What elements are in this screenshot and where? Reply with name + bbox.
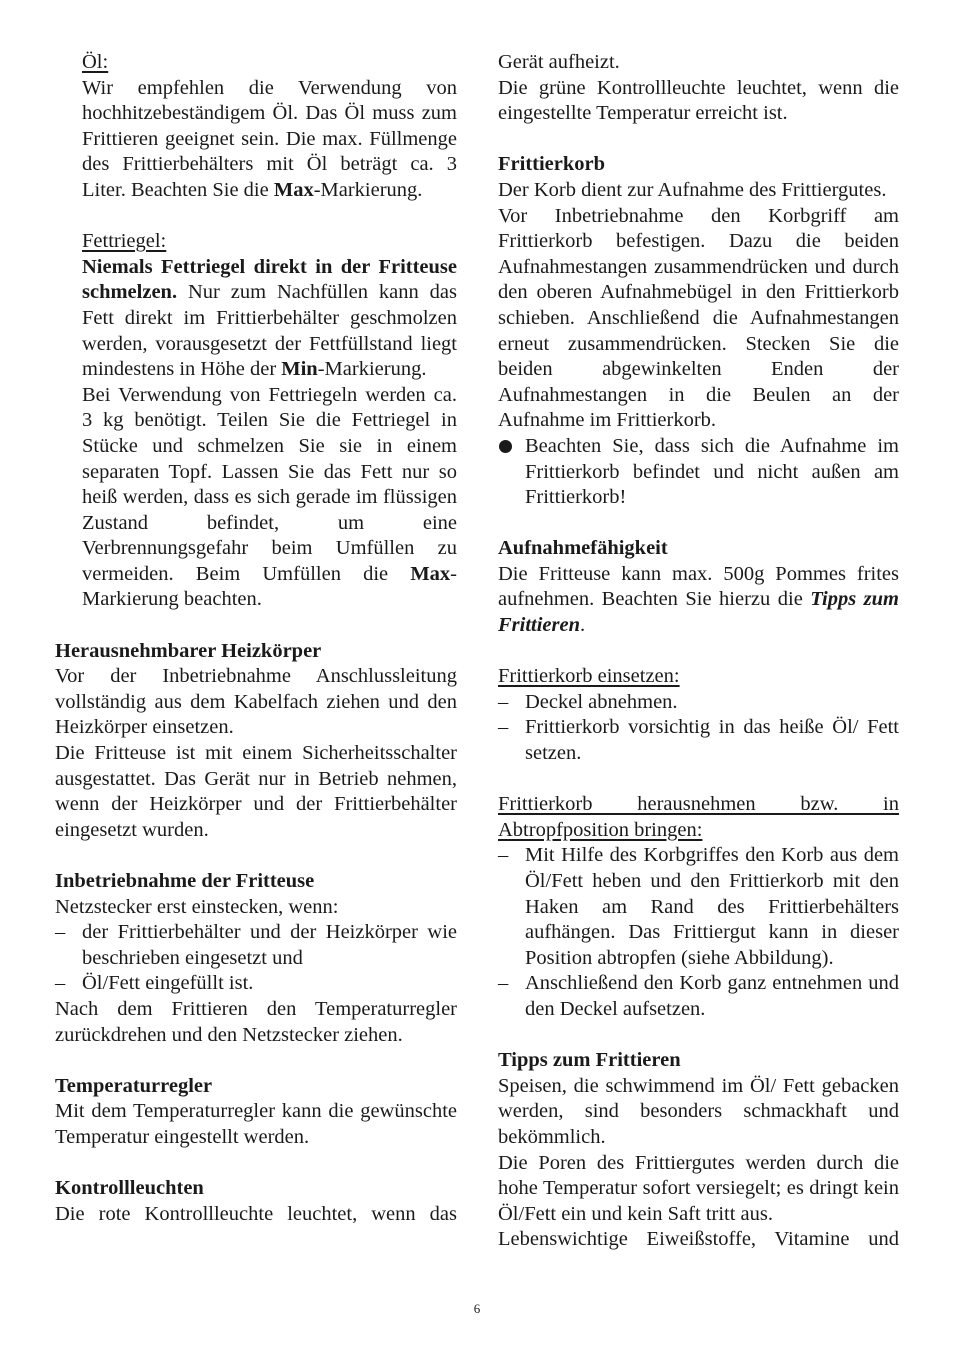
inbetriebnahme-outro: Nach dem Frittieren den Temperaturregler zurückdrehen und den Netzstecker ziehen. [55,997,457,1046]
left-column [55,50,457,1227]
oel-text: Wir empfehlen die Verwendung von hochhitzebeständigem Öl. Das Öl muss zum Frittieren geeignet sein. Die max. Füllmenge des Frittierbehälters mit Öl beträgt ca. 3 Liter. Beachten Sie die Max-Markierung. [82,76,457,201]
aufnahme-heading: Aufnahmefähigkeit [498,537,668,560]
herausnehmen-heading: Frittierkorb herausnehmen bzw. in Abtropfposition bringen: [498,793,899,841]
temperaturregler-text: Mit dem Temperaturregler kann die gewünschte Temperatur eingestellt werden. [55,1100,457,1148]
list-item: – Deckel abnehmen. [498,690,678,713]
temperaturregler-heading: Temperaturregler [55,1074,213,1097]
frittierkorb-heading: Frittierkorb [498,153,606,176]
fettriegel-text-2: Bei Verwendung von Fettriegeln werden ca. 3 kg benötigt. Teilen Sie die Fettriegel in Stücke und schmelzen Sie sie in einem separaten Topf. Lassen Sie das Fett nur so heiß werden, dass es sich gerade im flüssigen Zustand befindet, um eine Verbrennungsgefahr beim Umfüllen zu vermeiden. Beim Umfüllen die Max-Markierung beachten. [82,383,457,611]
oel-heading: Öl: [82,51,109,73]
list-item: – Mit Hilfe des Korbgriffes den Korb aus dem Öl/Fett heben und den Frittierkorb mit den Haken am Rand des Frittierbehälters aufhängen. Das Frittiergut kann in dieser Position abtropfen (siehe Abbildung). [498,844,899,969]
heizkoerper-heading: Herausnehmbarer Heizkörper [55,639,322,662]
heizkoerper-text-2: Die Fritteuse ist mit einem Sicherheitsschalter ausgestattet. Das Gerät nur in Betrieb nehmen, wenn der Heizkörper und der Frittierbehälter eingesetzt wurden. [55,742,457,841]
page-number: 6 [473,1301,481,1316]
list-item: – Frittierkorb vorsichtig in das heiße Öl/ Fett setzen. [498,716,899,765]
kontrollleuchten-text: Die rote Kontrollleuchte leuchtet, wenn das [55,1202,457,1225]
tipps-text-1: Speisen, die schwimmend im Öl/ Fett gebacken werden, sind besonders schmackhaft und bekömmlich. [498,1074,899,1148]
inbetriebnahme-intro: Netzstecker erst einstecken, wenn: [55,895,339,918]
kontrollleuchten-heading: Kontrollleuchten [55,1177,204,1200]
fettriegel-text-1: Niemals Fettriegel direkt in der Fritteuse schmelzen. Nur zum Nachfüllen kann das Fett direkt im Frittierbehälter geschmolzen werden, vorausgesetzt der Fettfüllstand liegt mindestens in Höhe der Min-Markierung. [82,255,457,381]
inbetriebnahme-heading: Inbetriebnahme der Fritteuse [55,870,315,892]
kontroll-cont-1: Gerät aufheizt. [498,51,620,73]
tipps-text-3: Lebenswichtige Eiweißstoffe, Vitamine und [498,1228,899,1251]
oel-section [55,50,457,613]
frittierkorb-text-2: Vor Inbetriebnahme den Korbgriff am Frittierkorb befestigen. Dazu die beiden Aufnahmestangen zusammendrücken und durch den oberen Aufnahmebügel in den Frittierkorb schieben. Anschließend die Aufnahmestangen erneut zusammendrücken. Stecken Sie die beiden abgewinkelten Enden der Aufnahmestangen in die Beulen an der Aufnahme im Frittierkorb. [498,204,899,432]
list-item: – der Frittierbehälter und der Heizkörper wie beschrieben eingesetzt und [55,921,457,969]
einsetzen-heading: Frittierkorb einsetzen: [498,665,680,688]
bullet-item: Beachten Sie, dass sich die Aufnahme im Frittierkorb befindet und nicht außen am Frittierkorb! [498,434,899,511]
kontroll-cont-2: Die grüne Kontrollleuchte leuchtet, wenn die eingestellte Temperatur erreicht ist. [498,76,899,125]
aufnahme-text: Die Fritteuse kann max. 500g Pommes frites aufnehmen. Beachten Sie hierzu die Tipps zum Frittieren. [498,562,899,637]
tipps-text-2: Die Poren des Frittiergutes werden durch die hohe Temperatur sofort versiegelt; es dringt kein Öl/Fett ein und kein Saft tritt aus. [498,1151,899,1225]
right-column [498,50,899,1253]
list-item: – Öl/Fett eingefüllt ist. [55,972,254,995]
frittierkorb-text-1: Der Korb dient zur Aufnahme des Frittiergutes. [498,178,887,201]
fettriegel-heading: Fettriegel: [82,230,167,253]
tipps-heading: Tipps zum Frittieren [498,1049,681,1072]
heizkoerper-text-1: Vor der Inbetriebnahme Anschlussleitung vollständig aus dem Kabelfach ziehen und den Heizkörper einsetzen. [55,665,457,739]
list-item: – Anschließend den Korb ganz entnehmen und den Deckel aufsetzen. [498,972,899,1020]
bullet-dot-icon [499,440,512,453]
